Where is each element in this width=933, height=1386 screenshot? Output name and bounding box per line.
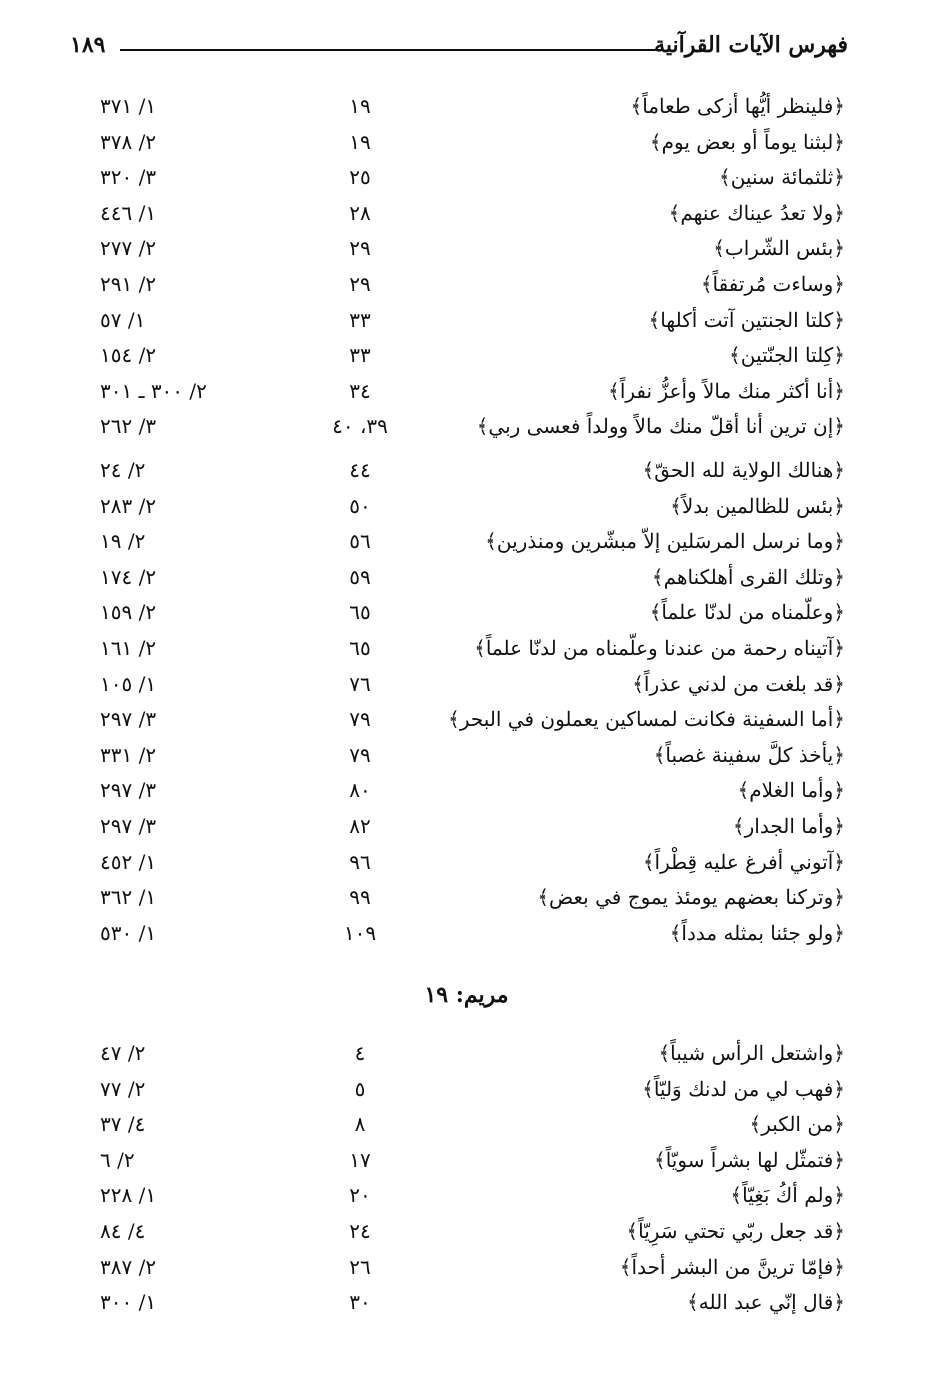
verse-text: ﴿وساءت مُرتفقاً﴾	[700, 272, 845, 296]
surah-heading: مريم: ١٩	[424, 982, 509, 1008]
verse-row	[0, 845, 933, 879]
reference-text: ٢/ ٢٧٧	[100, 236, 157, 261]
volume-page-reference	[100, 231, 260, 265]
reference-text: ١/ ١٠٥	[100, 671, 157, 696]
verse-row	[0, 1072, 933, 1106]
verse-row	[0, 738, 933, 772]
aya-number: ٧٦	[349, 671, 371, 696]
volume-page-reference	[100, 125, 260, 159]
reference-text: ٢/ ٧٧	[100, 1076, 146, 1101]
aya-number: ٢٩	[349, 236, 371, 261]
reference-text: ١/ ٣٠٠	[100, 1290, 157, 1315]
verse-row	[0, 409, 933, 443]
aya-number: ٣٣	[349, 307, 371, 332]
aya-number: ٣٩، ٤٠	[332, 414, 388, 439]
verse-row	[0, 524, 933, 558]
aya-number: ١٩	[349, 129, 371, 154]
verse-text: ﴿كلتا الجنتين آتت أكلها﴾	[648, 307, 845, 332]
volume-page-reference	[100, 845, 260, 879]
verse-text: ﴿من الكبر﴾	[749, 1112, 845, 1137]
reference-text: ٢/ ٣٨٧	[100, 1254, 157, 1279]
aya-number: ٢٠	[349, 1183, 371, 1208]
volume-page-reference	[100, 374, 260, 408]
volume-page-reference	[100, 524, 260, 558]
volume-page-reference	[100, 1178, 260, 1212]
verse-text: ﴿وما نرسل المرسَلين إلاّ مبشّرين ومنذرين﴾	[485, 529, 845, 554]
reference-text: ٣/ ٢٩٧	[100, 814, 157, 838]
verse-text: ﴿كِلتا الجنّتين﴾	[729, 343, 845, 368]
verse-row	[0, 560, 933, 594]
reference-text: ١/ ٥٣٠	[100, 920, 157, 945]
aya-number: ٥٦	[349, 529, 371, 554]
aya-number: ٥	[354, 1076, 366, 1101]
aya-number: ٢٤	[349, 1219, 371, 1243]
verse-text: ﴿فتمثّل لها بشراً سويّاً﴾	[653, 1147, 845, 1172]
aya-number: ٣٣	[349, 343, 371, 368]
verse-text: ﴿فلينظر أيُّها أزكى طعاماً﴾	[630, 94, 845, 118]
verse-row	[0, 89, 933, 123]
reference-text: ١/ ٤٥٢	[100, 849, 157, 874]
verse-row	[0, 338, 933, 372]
verse-text: ﴿لبثنا يوماً أو بعض يوم﴾	[649, 129, 845, 154]
reference-text: ٤/ ٣٧	[100, 1112, 146, 1137]
verse-row	[0, 196, 933, 230]
verse-text: ﴿ولم أكُ بَغِيّاً﴾	[730, 1183, 845, 1208]
volume-page-reference	[100, 1143, 260, 1177]
reference-text: ٣/ ٢٩٧	[100, 707, 157, 732]
volume-page-reference	[100, 1214, 260, 1248]
verse-row	[0, 489, 933, 523]
volume-page-reference	[100, 196, 260, 230]
aya-number: ٢٦	[349, 1254, 371, 1279]
aya-number: ٧٩	[349, 707, 371, 732]
verse-row	[0, 702, 933, 736]
verse-text: ﴿واشتعل الرأس شيباً﴾	[658, 1041, 845, 1065]
verse-row	[0, 303, 933, 337]
verse-text: ﴿قد بلغت من لدني عذراً﴾	[632, 671, 845, 696]
verse-row	[0, 880, 933, 914]
verse-row	[0, 595, 933, 629]
reference-text: ٢/ ٢٤	[100, 458, 146, 482]
volume-page-reference	[100, 1036, 260, 1070]
verse-row	[0, 453, 933, 487]
verse-text: ﴿وعلّمناه من لدنّا علماً﴾	[649, 600, 845, 625]
verse-text: ﴿آتوني أفرغ عليه قِطْراً﴾	[642, 849, 845, 874]
aya-number: ٧٩	[349, 742, 371, 767]
verse-text: ﴿آتيناه رحمة من عندنا وعلّمناه من لدنّا علماً﴾	[474, 636, 845, 660]
verse-text: ﴿فهب لي من لدنك وَليّاً﴾	[642, 1076, 845, 1101]
volume-page-reference	[100, 1250, 260, 1284]
reference-text: ١/ ٣٦٢	[100, 885, 157, 910]
verse-text: ﴿ولا تعدُ عيناك عنهم﴾	[668, 200, 845, 225]
aya-number: ٨٠	[349, 778, 371, 803]
verse-row	[0, 1285, 933, 1319]
verse-text: ﴿أنا أكثر منك مالاً وأعزُّ نفراً﴾	[608, 378, 845, 403]
page-header	[70, 30, 848, 64]
volume-page-reference	[100, 667, 260, 701]
verse-text: ﴿يأخذ كلَّ سفينة غصباً﴾	[653, 742, 845, 767]
aya-number: ٥٠	[349, 493, 371, 518]
verse-row	[0, 773, 933, 807]
aya-number: ٩٦	[349, 849, 371, 874]
reference-text: ٤/ ٨٤	[100, 1219, 146, 1243]
verse-row	[0, 1214, 933, 1248]
volume-page-reference	[100, 631, 260, 665]
verse-text: ﴿وأما الغلام﴾	[737, 778, 845, 803]
reference-text: ٣/ ٢٦٢	[100, 414, 157, 439]
reference-text: ٢/ ٤٧	[100, 1041, 146, 1065]
page-title: فهرس الآيات القرآنية	[654, 32, 848, 58]
verse-row	[0, 125, 933, 159]
volume-page-reference	[100, 267, 260, 301]
verse-row	[0, 160, 933, 194]
verse-row	[0, 1250, 933, 1284]
verse-text: ﴿بئس الشّراب﴾	[713, 236, 845, 261]
aya-number: ٨٢	[349, 814, 371, 838]
verse-row	[0, 231, 933, 265]
volume-page-reference	[100, 338, 260, 372]
aya-number: ٤٤	[349, 458, 371, 482]
reference-text: ١/ ٢٢٨	[100, 1183, 157, 1208]
verse-row	[0, 631, 933, 665]
aya-number: ٦٥	[349, 600, 371, 625]
aya-number: ٢٨	[349, 200, 371, 225]
aya-number: ٤	[354, 1041, 366, 1065]
aya-number: ٥٩	[349, 564, 371, 589]
reference-text: ٢/ ١٦١	[100, 636, 157, 660]
reference-text: ٢/ ٢٨٣	[100, 493, 157, 518]
volume-page-reference	[100, 560, 260, 594]
reference-text: ١/ ٤٤٦	[100, 200, 157, 225]
aya-number: ٣٤	[349, 378, 371, 403]
volume-page-reference	[100, 809, 260, 843]
reference-text: ٣/ ٢٩٧	[100, 778, 157, 803]
volume-page-reference	[100, 489, 260, 523]
aya-number: ١٧	[349, 1147, 371, 1172]
volume-page-reference	[100, 160, 260, 194]
aya-number: ٦٥	[349, 636, 371, 660]
verse-text: ﴿إن ترين أنا أقلّ منك مالاً وولداً فعسى ربي﴾	[476, 414, 845, 439]
reference-text: ٢/ ٣٧٨	[100, 129, 157, 154]
reference-text: ٢/ ١٧٤	[100, 564, 157, 589]
verse-row	[0, 267, 933, 301]
reference-text: ٢/ ١٥٤	[100, 343, 157, 368]
verse-text: ﴿ثلثمائة سنين﴾	[718, 165, 845, 190]
reference-text: ٢/ ٦	[100, 1147, 135, 1172]
reference-text: ٣/ ٣٢٠	[100, 165, 157, 190]
header-rule	[120, 49, 663, 51]
reference-text: ٢/ ٢٩١	[100, 272, 157, 296]
volume-page-reference	[100, 89, 260, 123]
volume-page-reference	[100, 595, 260, 629]
verse-text: ﴿قال إنّي عبد الله﴾	[687, 1290, 845, 1315]
page-number: ١٨٩	[70, 32, 106, 58]
verse-row	[0, 1178, 933, 1212]
verse-text: ﴿وتركنا بعضهم يومئذ يموج في بعض﴾	[537, 885, 845, 910]
reference-text: ٢/ ١٩	[100, 529, 146, 554]
volume-page-reference	[100, 702, 260, 736]
volume-page-reference	[100, 738, 260, 772]
verse-row	[0, 916, 933, 950]
volume-page-reference	[100, 409, 260, 443]
aya-number: ١٩	[349, 94, 371, 118]
aya-number: ٨	[354, 1112, 366, 1137]
verse-text: ﴿ولو جئنا بمثله مدداً﴾	[669, 920, 845, 945]
reference-text: ٢/ ٣٣١	[100, 742, 157, 767]
verse-row	[0, 809, 933, 843]
verse-text: ﴿أما السفينة فكانت لمساكين يعملون في البحر﴾	[448, 707, 845, 732]
aya-number: ٣٠	[349, 1290, 371, 1315]
verse-row	[0, 667, 933, 701]
verse-text: ﴿فإمّا ترينَّ من البشر أحداً﴾	[619, 1254, 845, 1279]
aya-number: ١٠٩	[343, 920, 377, 945]
verse-row	[0, 1107, 933, 1141]
reference-text: ١/ ٥٧	[100, 307, 146, 332]
volume-page-reference	[100, 880, 260, 914]
verse-text: ﴿وتلك القرى أهلكناهم﴾	[651, 564, 845, 589]
reference-text: ١/ ٣٧١	[100, 94, 157, 118]
volume-page-reference	[100, 303, 260, 337]
aya-number: ٢٥	[349, 165, 371, 190]
verse-row	[0, 1143, 933, 1177]
volume-page-reference	[100, 1072, 260, 1106]
aya-number: ٢٩	[349, 272, 371, 296]
verse-text: ﴿وأما الجدار﴾	[732, 814, 845, 838]
volume-page-reference	[100, 1285, 260, 1319]
reference-text: ٢/ ٣٠٠ ـ ٣٠١	[100, 378, 207, 403]
verse-text: ﴿هنالك الولاية لله الحقّ﴾	[642, 458, 845, 482]
verse-text: ﴿قد جعل ربّي تحتي سَرِيّاً﴾	[626, 1219, 845, 1243]
volume-page-reference	[100, 1107, 260, 1141]
volume-page-reference	[100, 453, 260, 487]
verse-text: ﴿بئس للظالمين بدلاً﴾	[670, 493, 845, 518]
aya-number: ٩٩	[349, 885, 371, 910]
volume-page-reference	[100, 773, 260, 807]
verse-row	[0, 1036, 933, 1070]
volume-page-reference	[100, 916, 260, 950]
verse-row	[0, 374, 933, 408]
reference-text: ٢/ ١٥٩	[100, 600, 157, 625]
